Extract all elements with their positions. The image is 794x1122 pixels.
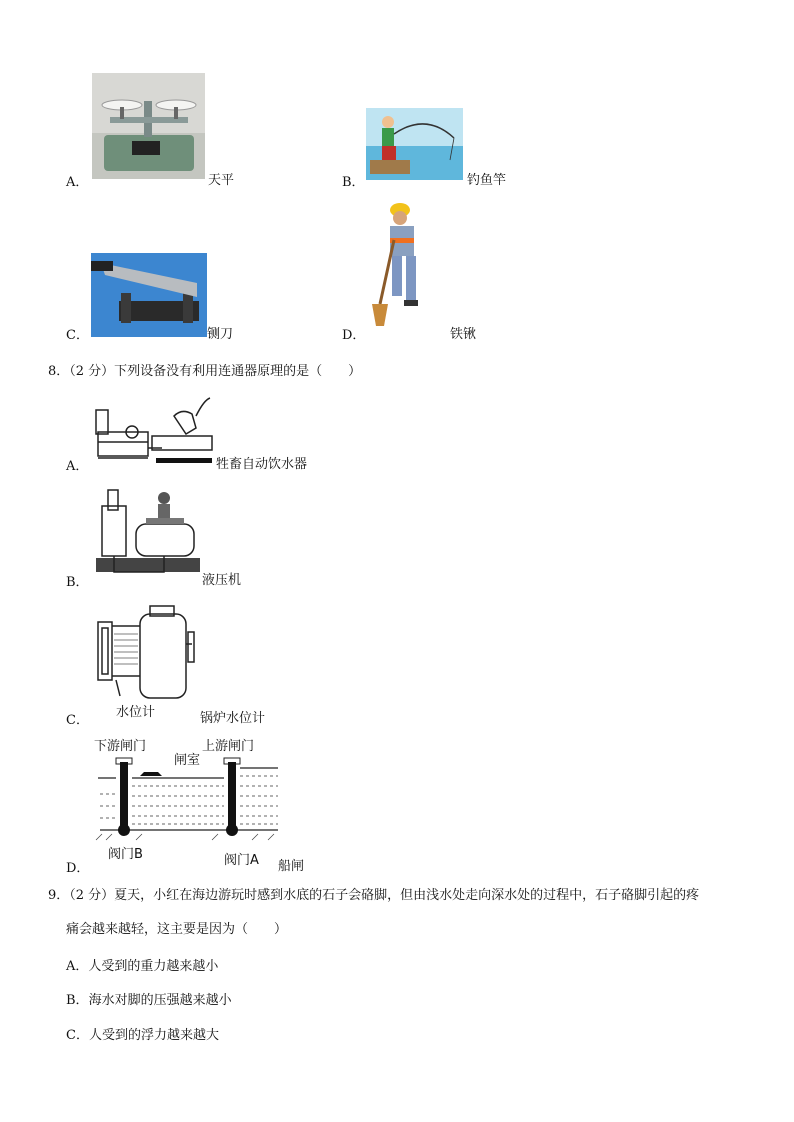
fishing-rod-icon (366, 108, 463, 180)
q9-option-b-text: 海水对脚的压强越来越小 (88, 993, 232, 1008)
water-level-gauge-label: 水位计 (116, 705, 156, 720)
downstream-gate-label: 下游闸门 (94, 739, 147, 754)
livestock-waterer-diagram (92, 392, 216, 470)
q7-option-d-caption: 铁锹 (450, 327, 477, 342)
q9-option-a-letter: A． (66, 959, 89, 974)
q7-option-c-letter: C． (66, 328, 89, 343)
upstream-gate-label: 上游闸门 (202, 739, 255, 754)
q9-option-c-text: 人受到的浮力越来越大 (88, 1028, 219, 1043)
q9-option-b (66, 989, 232, 1008)
ship-lock-diagram (92, 736, 282, 870)
q9-option-b-letter: B． (66, 993, 89, 1008)
q8-option-c-caption: 锅炉水位计 (200, 711, 266, 726)
question-9-stem-line1: 9．（2 分）夏天，小红在海边游玩时感到水底的石子会硌脚，但由浅水处走向深水处的过程中，石子硌脚引起的疼 (48, 888, 700, 903)
q8-option-c-letter: C． (66, 713, 89, 728)
q7-option-a-caption: 天平 (208, 173, 235, 188)
hydraulic-press-diagram (96, 488, 200, 584)
q8-option-a-caption: 牲畜自动饮水器 (216, 457, 308, 472)
q9-option-c (66, 1024, 219, 1043)
lock-chamber-label: 闸室 (174, 753, 201, 768)
q8-option-a-letter: A． (66, 459, 89, 474)
q7-option-d-letter: D． (342, 328, 366, 343)
q8-option-b-letter: B． (66, 575, 89, 590)
shovel-worker-icon (366, 200, 444, 332)
valve-b-label: 阀门B (108, 847, 143, 862)
question-9-stem-line2: 痛会越来越轻，这主要是因为（ ） (66, 922, 288, 937)
q9-option-a-text: 人受到的重力越来越小 (88, 959, 219, 974)
q8-option-b-caption: 液压机 (202, 573, 242, 588)
q7-option-b-letter: B． (342, 175, 365, 190)
question-8-stem: 8．（2 分）下列设备没有利用连通器原理的是（ ） (48, 364, 362, 379)
q7-option-b-caption: 钓鱼竿 (467, 173, 507, 188)
q9-option-a (66, 955, 218, 974)
q8-option-d-letter: D． (66, 861, 90, 876)
guillotine-cutter-icon (91, 253, 207, 337)
q9-option-c-letter: C． (66, 1028, 89, 1043)
q7-option-c-caption: 铡刀 (207, 327, 234, 342)
q8-option-d-caption: 船闸 (278, 859, 305, 874)
valve-a-label: 阀门A (224, 853, 259, 868)
balance-scale-icon (92, 73, 205, 179)
boiler-gauge-diagram (94, 604, 198, 722)
q7-option-a-letter: A． (66, 175, 89, 190)
